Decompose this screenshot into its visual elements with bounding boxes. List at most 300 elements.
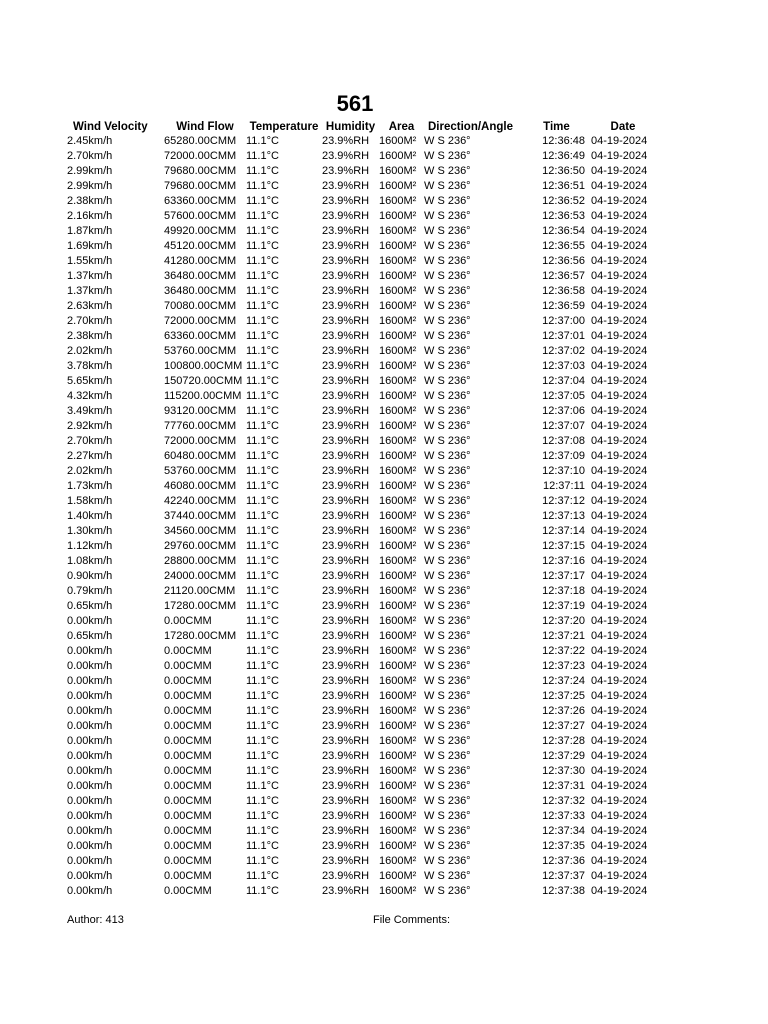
cell-wind-velocity: 0.00km/h [67, 780, 113, 792]
cell-date: 04-19-2024 [591, 360, 648, 372]
cell-time: 12:37:14 [542, 525, 585, 537]
cell-temperature: 11.1°C [246, 300, 279, 312]
cell-time: 12:37:29 [542, 750, 585, 762]
cell-date: 04-19-2024 [591, 585, 648, 597]
cell-time: 12:37:12 [542, 495, 585, 507]
table-row [67, 239, 661, 254]
cell-direction-angle: W S 236° [424, 300, 471, 312]
cell-wind-flow: 72000.00CMM [164, 315, 237, 327]
cell-temperature: 11.1°C [246, 840, 279, 852]
cell-humidity: 23.9%RH [322, 465, 370, 477]
cell-direction-angle: W S 236° [424, 285, 471, 297]
cell-humidity: 23.9%RH [322, 840, 370, 852]
table-body [67, 134, 661, 899]
cell-wind-flow: 0.00CMM [164, 615, 212, 627]
cell-time: 12:36:53 [542, 210, 585, 222]
cell-direction-angle: W S 236° [424, 570, 471, 582]
cell-area: 1600M² [379, 525, 417, 537]
cell-temperature: 11.1°C [246, 810, 279, 822]
cell-humidity: 23.9%RH [322, 825, 370, 837]
cell-time: 12:37:18 [542, 585, 585, 597]
cell-wind-flow: 29760.00CMM [164, 540, 237, 552]
cell-humidity: 23.9%RH [322, 405, 370, 417]
cell-temperature: 11.1°C [246, 480, 279, 492]
table-row [67, 824, 661, 839]
cell-direction-angle: W S 236° [424, 510, 471, 522]
cell-humidity: 23.9%RH [322, 750, 370, 762]
table-row [67, 704, 661, 719]
cell-date: 04-19-2024 [591, 750, 648, 762]
cell-wind-velocity: 0.00km/h [67, 885, 113, 897]
table-row [67, 584, 661, 599]
cell-date: 04-19-2024 [591, 435, 648, 447]
cell-area: 1600M² [379, 660, 417, 672]
cell-humidity: 23.9%RH [322, 645, 370, 657]
cell-humidity: 23.9%RH [322, 270, 370, 282]
cell-time: 12:37:26 [542, 705, 585, 717]
cell-time: 12:37:11 [542, 480, 585, 492]
cell-area: 1600M² [379, 405, 417, 417]
cell-humidity: 23.9%RH [322, 240, 370, 252]
cell-time: 12:36:52 [542, 195, 585, 207]
column-header-direction-angle: Direction/Angle [428, 120, 513, 133]
cell-time: 12:37:22 [542, 645, 585, 657]
cell-time: 12:37:37 [542, 870, 585, 882]
cell-wind-flow: 24000.00CMM [164, 570, 237, 582]
cell-direction-angle: W S 236° [424, 705, 471, 717]
cell-wind-velocity: 4.32km/h [67, 390, 113, 402]
cell-time: 12:36:59 [542, 300, 585, 312]
cell-wind-flow: 100800.00CMM [164, 360, 243, 372]
cell-time: 12:36:54 [542, 225, 585, 237]
cell-wind-velocity: 1.69km/h [67, 240, 113, 252]
cell-humidity: 23.9%RH [322, 765, 370, 777]
cell-wind-flow: 63360.00CMM [164, 330, 237, 342]
cell-temperature: 11.1°C [246, 285, 279, 297]
cell-wind-flow: 79680.00CMM [164, 180, 237, 192]
cell-humidity: 23.9%RH [322, 315, 370, 327]
cell-time: 12:36:48 [542, 135, 585, 147]
table-row [67, 494, 661, 509]
cell-area: 1600M² [379, 645, 417, 657]
cell-date: 04-19-2024 [591, 600, 648, 612]
cell-direction-angle: W S 236° [424, 600, 471, 612]
cell-humidity: 23.9%RH [322, 330, 370, 342]
cell-area: 1600M² [379, 180, 417, 192]
table-row [67, 299, 661, 314]
cell-wind-velocity: 0.00km/h [67, 870, 113, 882]
cell-wind-velocity: 1.08km/h [67, 555, 113, 567]
cell-direction-angle: W S 236° [424, 840, 471, 852]
table-row [67, 539, 661, 554]
cell-time: 12:37:21 [542, 630, 585, 642]
cell-direction-angle: W S 236° [424, 150, 471, 162]
cell-wind-velocity: 3.49km/h [67, 405, 113, 417]
cell-area: 1600M² [379, 195, 417, 207]
cell-date: 04-19-2024 [591, 540, 648, 552]
table-row [67, 884, 661, 899]
cell-area: 1600M² [379, 585, 417, 597]
footer-comments: File Comments: [373, 914, 451, 926]
cell-date: 04-19-2024 [591, 855, 648, 867]
cell-date: 04-19-2024 [591, 300, 648, 312]
cell-direction-angle: W S 236° [424, 345, 471, 357]
table-row [67, 359, 661, 374]
cell-wind-velocity: 0.90km/h [67, 570, 113, 582]
cell-wind-velocity: 2.38km/h [67, 195, 113, 207]
cell-time: 12:37:27 [542, 720, 585, 732]
cell-wind-velocity: 0.00km/h [67, 735, 113, 747]
cell-direction-angle: W S 236° [424, 270, 471, 282]
cell-wind-velocity: 2.70km/h [67, 315, 113, 327]
cell-direction-angle: W S 236° [424, 225, 471, 237]
cell-time: 12:37:03 [542, 360, 585, 372]
table-row [67, 254, 661, 269]
cell-humidity: 23.9%RH [322, 345, 370, 357]
table-row [67, 524, 661, 539]
table-row [67, 614, 661, 629]
cell-wind-flow: 37440.00CMM [164, 510, 237, 522]
cell-humidity: 23.9%RH [322, 285, 370, 297]
cell-area: 1600M² [379, 150, 417, 162]
cell-area: 1600M² [379, 870, 417, 882]
cell-temperature: 11.1°C [246, 585, 279, 597]
cell-date: 04-19-2024 [591, 840, 648, 852]
cell-direction-angle: W S 236° [424, 855, 471, 867]
cell-humidity: 23.9%RH [322, 570, 370, 582]
cell-date: 04-19-2024 [591, 270, 648, 282]
cell-area: 1600M² [379, 795, 417, 807]
cell-humidity: 23.9%RH [322, 375, 370, 387]
cell-wind-flow: 72000.00CMM [164, 150, 237, 162]
cell-wind-flow: 63360.00CMM [164, 195, 237, 207]
cell-wind-flow: 0.00CMM [164, 795, 212, 807]
cell-wind-velocity: 0.00km/h [67, 795, 113, 807]
cell-temperature: 11.1°C [246, 270, 279, 282]
table-row [67, 149, 661, 164]
cell-wind-flow: 0.00CMM [164, 825, 212, 837]
cell-humidity: 23.9%RH [322, 135, 370, 147]
cell-date: 04-19-2024 [591, 375, 648, 387]
cell-area: 1600M² [379, 615, 417, 627]
cell-direction-angle: W S 236° [424, 240, 471, 252]
cell-wind-flow: 34560.00CMM [164, 525, 237, 537]
cell-temperature: 11.1°C [246, 420, 279, 432]
cell-wind-flow: 36480.00CMM [164, 270, 237, 282]
table-row [67, 599, 661, 614]
cell-wind-flow: 41280.00CMM [164, 255, 237, 267]
table-row [67, 659, 661, 674]
cell-date: 04-19-2024 [591, 525, 648, 537]
cell-wind-flow: 46080.00CMM [164, 480, 237, 492]
column-header-temperature: Temperature [249, 120, 319, 133]
cell-temperature: 11.1°C [246, 435, 279, 447]
column-header-wind-flow: Wind Flow [176, 120, 234, 133]
cell-temperature: 11.1°C [246, 195, 279, 207]
cell-temperature: 11.1°C [246, 465, 279, 477]
column-header-wind-velocity: Wind Velocity [73, 120, 148, 133]
cell-time: 12:37:06 [542, 405, 585, 417]
cell-humidity: 23.9%RH [322, 885, 370, 897]
cell-humidity: 23.9%RH [322, 705, 370, 717]
cell-direction-angle: W S 236° [424, 375, 471, 387]
cell-direction-angle: W S 236° [424, 540, 471, 552]
cell-date: 04-19-2024 [591, 150, 648, 162]
cell-direction-angle: W S 236° [424, 195, 471, 207]
cell-wind-flow: 45120.00CMM [164, 240, 237, 252]
cell-wind-velocity: 2.92km/h [67, 420, 113, 432]
cell-time: 12:36:58 [542, 285, 585, 297]
cell-humidity: 23.9%RH [322, 600, 370, 612]
table-row [67, 479, 661, 494]
cell-area: 1600M² [379, 465, 417, 477]
cell-temperature: 11.1°C [246, 210, 279, 222]
cell-date: 04-19-2024 [591, 675, 648, 687]
cell-wind-flow: 0.00CMM [164, 720, 212, 732]
cell-temperature: 11.1°C [246, 405, 279, 417]
cell-wind-flow: 0.00CMM [164, 645, 212, 657]
cell-date: 04-19-2024 [591, 315, 648, 327]
table-row [67, 194, 661, 209]
cell-humidity: 23.9%RH [322, 615, 370, 627]
cell-direction-angle: W S 236° [424, 810, 471, 822]
cell-humidity: 23.9%RH [322, 630, 370, 642]
cell-wind-velocity: 0.00km/h [67, 615, 113, 627]
cell-temperature: 11.1°C [246, 375, 279, 387]
cell-direction-angle: W S 236° [424, 765, 471, 777]
cell-wind-flow: 0.00CMM [164, 735, 212, 747]
table-row [67, 674, 661, 689]
cell-time: 12:37:36 [542, 855, 585, 867]
cell-wind-velocity: 0.65km/h [67, 600, 113, 612]
cell-temperature: 11.1°C [246, 150, 279, 162]
cell-humidity: 23.9%RH [322, 360, 370, 372]
cell-humidity: 23.9%RH [322, 720, 370, 732]
cell-area: 1600M² [379, 570, 417, 582]
table-row [67, 209, 661, 224]
cell-wind-flow: 72000.00CMM [164, 435, 237, 447]
cell-wind-velocity: 0.00km/h [67, 825, 113, 837]
cell-temperature: 11.1°C [246, 360, 279, 372]
cell-date: 04-19-2024 [591, 450, 648, 462]
cell-time: 12:37:09 [542, 450, 585, 462]
cell-area: 1600M² [379, 330, 417, 342]
table-row [67, 869, 661, 884]
cell-direction-angle: W S 236° [424, 390, 471, 402]
table-row [67, 404, 661, 419]
cell-temperature: 11.1°C [246, 180, 279, 192]
table-row [67, 749, 661, 764]
cell-time: 12:37:00 [542, 315, 585, 327]
cell-humidity: 23.9%RH [322, 855, 370, 867]
cell-humidity: 23.9%RH [322, 420, 370, 432]
table-row [67, 134, 661, 149]
table-row [67, 794, 661, 809]
cell-temperature: 11.1°C [246, 540, 279, 552]
cell-wind-velocity: 0.00km/h [67, 750, 113, 762]
cell-wind-velocity: 0.00km/h [67, 690, 113, 702]
cell-temperature: 11.1°C [246, 510, 279, 522]
table-row [67, 644, 661, 659]
table-row [67, 314, 661, 329]
table-row [67, 284, 661, 299]
cell-time: 12:37:13 [542, 510, 585, 522]
cell-direction-angle: W S 236° [424, 885, 471, 897]
cell-direction-angle: W S 236° [424, 525, 471, 537]
cell-date: 04-19-2024 [591, 405, 648, 417]
cell-time: 12:37:05 [542, 390, 585, 402]
cell-area: 1600M² [379, 345, 417, 357]
cell-date: 04-19-2024 [591, 480, 648, 492]
cell-wind-velocity: 0.00km/h [67, 660, 113, 672]
cell-area: 1600M² [379, 780, 417, 792]
table-row [67, 179, 661, 194]
table-row [67, 764, 661, 779]
cell-wind-flow: 17280.00CMM [164, 630, 237, 642]
cell-date: 04-19-2024 [591, 765, 648, 777]
cell-area: 1600M² [379, 255, 417, 267]
cell-humidity: 23.9%RH [322, 480, 370, 492]
table-row [67, 734, 661, 749]
cell-wind-velocity: 0.00km/h [67, 765, 113, 777]
cell-temperature: 11.1°C [246, 315, 279, 327]
cell-date: 04-19-2024 [591, 690, 648, 702]
cell-humidity: 23.9%RH [322, 870, 370, 882]
cell-wind-flow: 0.00CMM [164, 870, 212, 882]
table-row [67, 344, 661, 359]
cell-area: 1600M² [379, 885, 417, 897]
cell-humidity: 23.9%RH [322, 555, 370, 567]
cell-wind-velocity: 2.38km/h [67, 330, 113, 342]
table-header-row [67, 119, 661, 134]
cell-date: 04-19-2024 [591, 735, 648, 747]
cell-wind-flow: 28800.00CMM [164, 555, 237, 567]
cell-humidity: 23.9%RH [322, 540, 370, 552]
cell-date: 04-19-2024 [591, 660, 648, 672]
cell-direction-angle: W S 236° [424, 780, 471, 792]
cell-wind-velocity: 1.37km/h [67, 285, 113, 297]
cell-direction-angle: W S 236° [424, 165, 471, 177]
page-title: 561 [336, 91, 374, 116]
cell-time: 12:36:57 [542, 270, 585, 282]
cell-date: 04-19-2024 [591, 705, 648, 717]
cell-area: 1600M² [379, 750, 417, 762]
cell-wind-flow: 57600.00CMM [164, 210, 237, 222]
cell-wind-velocity: 0.00km/h [67, 675, 113, 687]
table-row [67, 629, 661, 644]
cell-wind-flow: 17280.00CMM [164, 600, 237, 612]
cell-humidity: 23.9%RH [322, 300, 370, 312]
cell-humidity: 23.9%RH [322, 810, 370, 822]
cell-direction-angle: W S 236° [424, 690, 471, 702]
cell-temperature: 11.1°C [246, 735, 279, 747]
cell-wind-velocity: 2.27km/h [67, 450, 113, 462]
cell-wind-velocity: 1.40km/h [67, 510, 113, 522]
cell-wind-velocity: 0.79km/h [67, 585, 113, 597]
cell-temperature: 11.1°C [246, 570, 279, 582]
cell-area: 1600M² [379, 390, 417, 402]
column-header-time: Time [543, 120, 570, 133]
cell-wind-flow: 0.00CMM [164, 780, 212, 792]
cell-wind-velocity: 2.02km/h [67, 345, 113, 357]
cell-time: 12:37:16 [542, 555, 585, 567]
cell-wind-velocity: 0.65km/h [67, 630, 113, 642]
column-header-date: Date [610, 120, 636, 133]
cell-wind-flow: 0.00CMM [164, 765, 212, 777]
cell-time: 12:36:51 [542, 180, 585, 192]
cell-area: 1600M² [379, 810, 417, 822]
cell-date: 04-19-2024 [591, 165, 648, 177]
table-row [67, 389, 661, 404]
cell-direction-angle: W S 236° [424, 630, 471, 642]
cell-date: 04-19-2024 [591, 870, 648, 882]
cell-wind-velocity: 2.63km/h [67, 300, 113, 312]
cell-date: 04-19-2024 [591, 780, 648, 792]
cell-wind-flow: 42240.00CMM [164, 495, 237, 507]
cell-date: 04-19-2024 [591, 885, 648, 897]
footer-author: Author: 413 [67, 914, 124, 926]
cell-time: 12:37:04 [542, 375, 585, 387]
cell-temperature: 11.1°C [246, 690, 279, 702]
cell-wind-flow: 65280.00CMM [164, 135, 237, 147]
cell-direction-angle: W S 236° [424, 360, 471, 372]
cell-wind-flow: 53760.00CMM [164, 465, 237, 477]
cell-date: 04-19-2024 [591, 255, 648, 267]
cell-area: 1600M² [379, 300, 417, 312]
cell-time: 12:36:50 [542, 165, 585, 177]
table-row [67, 269, 661, 284]
table-row [67, 509, 661, 524]
cell-date: 04-19-2024 [591, 570, 648, 582]
table-row [67, 854, 661, 869]
table-row [67, 434, 661, 449]
cell-temperature: 11.1°C [246, 750, 279, 762]
cell-direction-angle: W S 236° [424, 735, 471, 747]
cell-temperature: 11.1°C [246, 780, 279, 792]
cell-area: 1600M² [379, 825, 417, 837]
cell-humidity: 23.9%RH [322, 390, 370, 402]
cell-area: 1600M² [379, 765, 417, 777]
cell-direction-angle: W S 236° [424, 330, 471, 342]
cell-time: 12:37:25 [542, 690, 585, 702]
cell-area: 1600M² [379, 240, 417, 252]
cell-wind-flow: 70080.00CMM [164, 300, 237, 312]
cell-wind-flow: 60480.00CMM [164, 450, 237, 462]
cell-wind-flow: 150720.00CMM [164, 375, 243, 387]
cell-temperature: 11.1°C [246, 330, 279, 342]
cell-wind-flow: 93120.00CMM [164, 405, 237, 417]
cell-wind-velocity: 1.73km/h [67, 480, 113, 492]
cell-wind-velocity: 0.00km/h [67, 645, 113, 657]
cell-date: 04-19-2024 [591, 465, 648, 477]
cell-humidity: 23.9%RH [322, 525, 370, 537]
cell-date: 04-19-2024 [591, 180, 648, 192]
cell-temperature: 11.1°C [246, 765, 279, 777]
table-row [67, 164, 661, 179]
cell-wind-flow: 0.00CMM [164, 660, 212, 672]
cell-temperature: 11.1°C [246, 135, 279, 147]
cell-temperature: 11.1°C [246, 390, 279, 402]
cell-wind-velocity: 0.00km/h [67, 855, 113, 867]
table-row [67, 374, 661, 389]
cell-direction-angle: W S 236° [424, 405, 471, 417]
cell-date: 04-19-2024 [591, 345, 648, 357]
cell-date: 04-19-2024 [591, 390, 648, 402]
data-table [67, 119, 661, 899]
cell-date: 04-19-2024 [591, 720, 648, 732]
cell-time: 12:37:35 [542, 840, 585, 852]
cell-area: 1600M² [379, 315, 417, 327]
